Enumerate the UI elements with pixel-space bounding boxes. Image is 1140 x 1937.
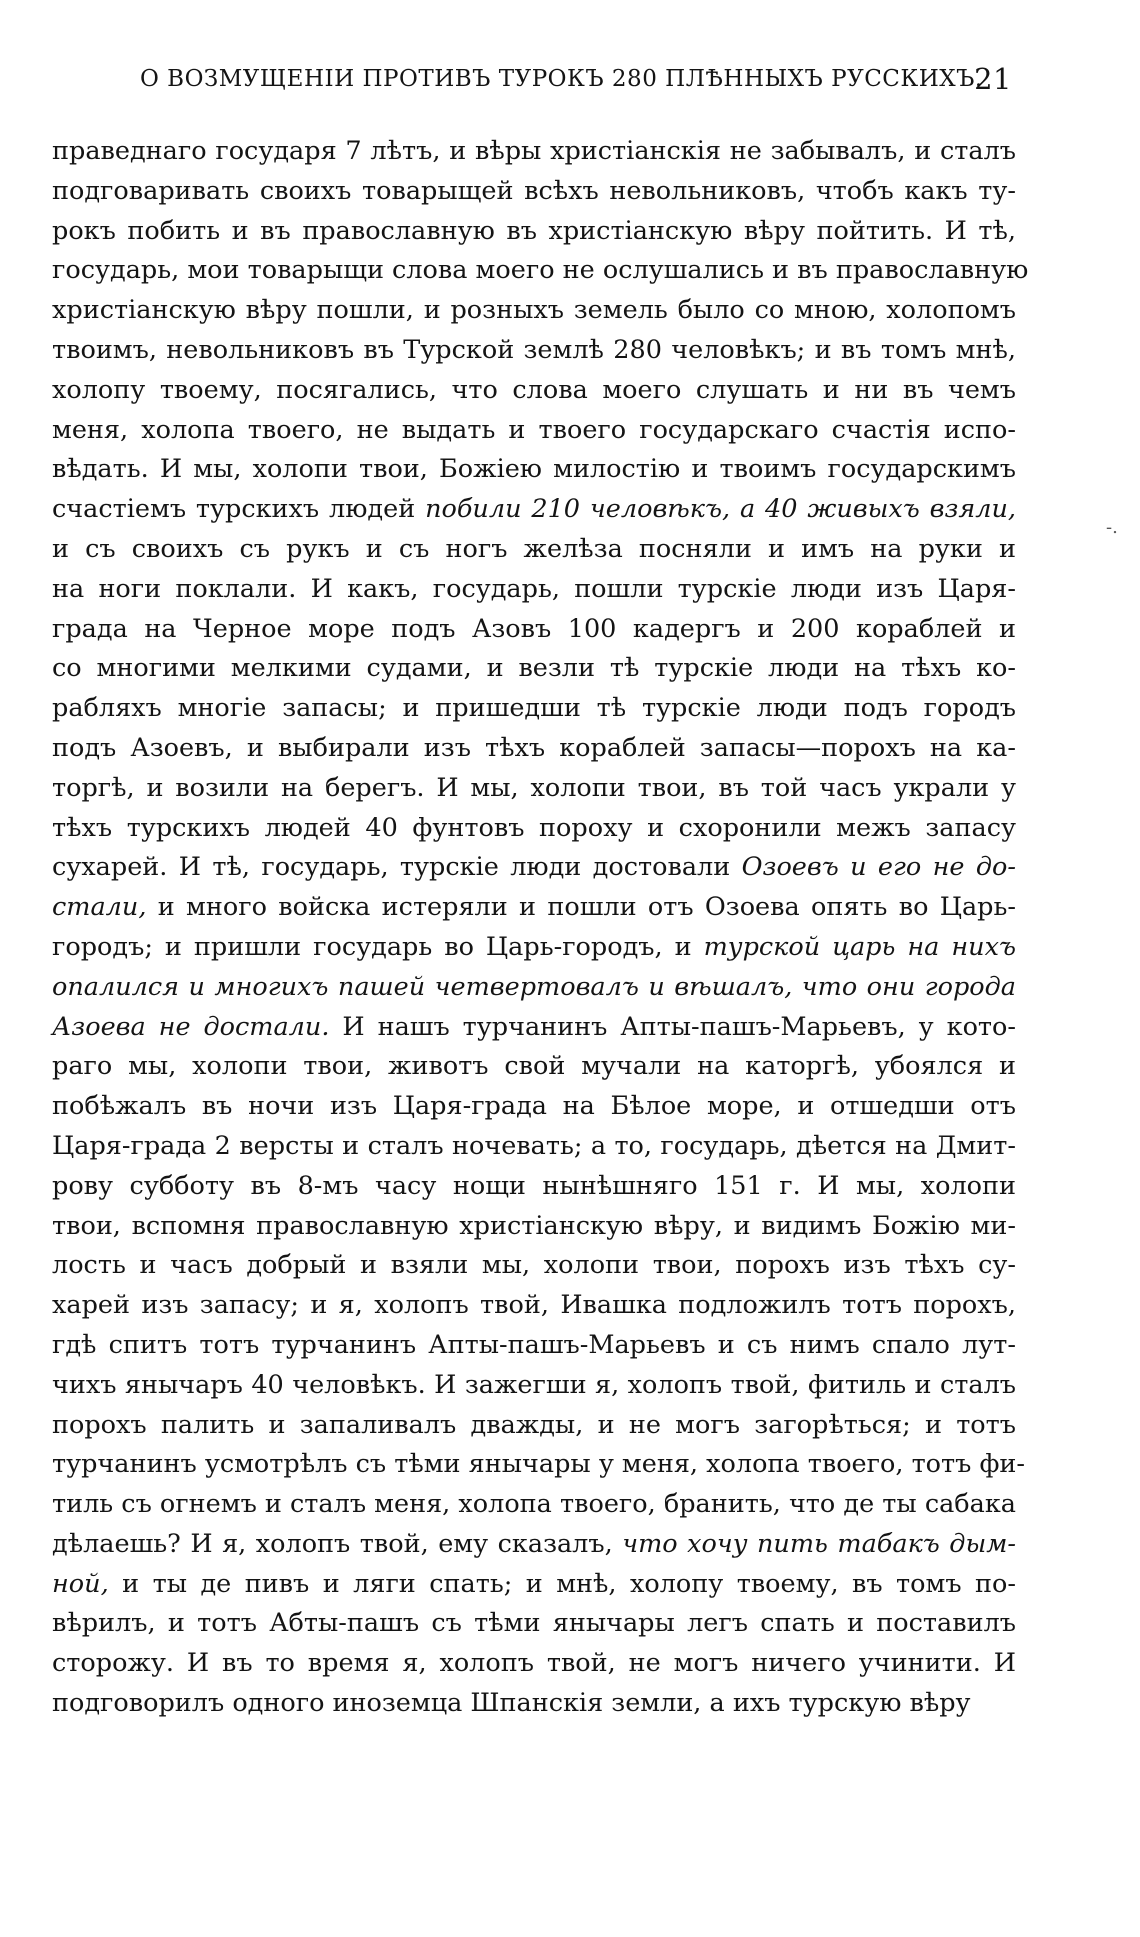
text-run: рокъ побить и въ православную въ христіанскую вѣру пойтить. И тѣ, <box>52 215 1016 246</box>
text-line <box>52 212 1016 252</box>
text-line <box>52 729 1016 769</box>
text-run: со многими мелкими судами, и везли тѣ турскіе люди на тѣхъ ко- <box>52 653 1016 684</box>
text-run: праведнаго государя 7 лѣтъ, и вѣры христіанскія не забывалъ, и сталъ <box>52 136 1016 166</box>
italic-run: турской царь на нихъ <box>703 931 1016 962</box>
text-line <box>52 1008 1016 1048</box>
text-run: христіанскую вѣру пошли, и розныхъ земель было со мною, холопомъ <box>52 295 1016 326</box>
text-line <box>52 1087 1016 1127</box>
text-run: порохъ палить и запаливалъ дважды, и не могъ загорѣться; и тотъ <box>52 1409 1016 1440</box>
text-run: сторожу. И въ то время я, холопъ твой, не могъ ничего учинити. И <box>52 1648 1016 1679</box>
text-line <box>52 450 1016 490</box>
italic-run: ной, <box>52 1568 109 1599</box>
text-line <box>52 1127 1016 1167</box>
text-line <box>52 1644 1016 1684</box>
text-line <box>52 371 1016 411</box>
text-run: подговорилъ одного иноземца Шпанскія земли, а ихъ турскую вѣру <box>52 1688 971 1719</box>
text-line <box>52 1684 1016 1724</box>
italic-run: стали, <box>52 892 147 923</box>
text-line <box>52 251 1029 291</box>
italic-run: побили 210 человѣкъ, а 40 живыхъ взяли, <box>425 494 1017 525</box>
text-run: твои, вспомня православную христіанскую вѣру, и видимъ Божію ми- <box>52 1210 1016 1241</box>
text-line <box>52 411 1016 451</box>
text-line <box>52 1525 1016 1565</box>
text-line <box>52 649 1016 689</box>
running-head <box>140 62 1012 96</box>
text-line <box>52 1485 1016 1525</box>
text-line <box>52 689 1016 729</box>
text-line <box>52 172 1016 212</box>
page-number: 21 <box>974 62 1012 96</box>
text-run: тиль съ огнемъ и сталъ меня, холопа твоего, бранить, что де ты сабака <box>52 1489 1016 1520</box>
text-line <box>52 570 1016 610</box>
text-line <box>52 809 1016 849</box>
text-line <box>52 1604 1016 1644</box>
text-line <box>52 928 1016 968</box>
text-run: государь, мои товарыщи слова моего не ослушались и въ православную <box>52 255 1029 286</box>
text-line <box>52 848 1016 888</box>
text-line <box>52 1326 1016 1366</box>
text-run: вѣдать. И мы, холопи твои, Божіею милостію и твоимъ государскимъ <box>52 454 1016 485</box>
text-line <box>52 132 1016 172</box>
text-line <box>52 331 1016 371</box>
text-run: и съ своихъ съ рукъ и съ ногъ желѣза посняли и имъ на руки и <box>52 533 1016 564</box>
text-run: лость и часъ добрый и взяли мы, холопи твои, порохъ изъ тѣхъ су- <box>52 1250 1016 1281</box>
text-run: раго мы, холопи твои, животъ свой мучали на каторгѣ, убоялся и <box>52 1051 1016 1082</box>
text-run: на ноги поклали. И какъ, государь, пошли турскіе люди изъ Царя- <box>52 573 1016 604</box>
text-line <box>52 1286 1016 1326</box>
text-line <box>52 1047 1016 1087</box>
text-run: чихъ янычаръ 40 человѣкъ. И зажегши я, холопъ твой, фитиль и сталъ <box>52 1369 1016 1400</box>
body-text <box>52 132 1029 1724</box>
text-run: и много войска истеряли и пошли отъ Озоева опять во Царь- <box>146 892 1016 923</box>
text-run: и ты де пивъ и ляги спать; и мнѣ, холопу твоему, въ томъ по- <box>108 1568 1016 1599</box>
text-run: тѣхъ турскихъ людей 40 фунтовъ пороху и схоронили межъ запасу <box>52 812 1016 843</box>
text-run: меня, холопа твоего, не выдать и твоего государскаго счастія испо- <box>52 414 1016 445</box>
text-run: града на Черное море подъ Азовъ 100 кадергъ и 200 кораблей и <box>52 613 1016 644</box>
text-run: харей изъ запасу; и я, холопъ твой, Ивашка подложилъ тотъ порохъ, <box>52 1290 1016 1321</box>
text-line <box>52 1207 1016 1247</box>
text-line <box>52 1406 1016 1446</box>
text-run: рабляхъ многіе запасы; и пришедши тѣ турскіе люди подъ городъ <box>52 693 1016 724</box>
text-run: рову субботу въ 8-мъ часу нощи нынѣшняго 151 г. И мы, холопи <box>52 1170 1016 1201</box>
italic-run: Азоева не достали. <box>52 1011 330 1042</box>
text-line <box>52 610 1016 650</box>
text-run: дѣлаешь? И я, холопъ твой, ему сказалъ, <box>52 1528 623 1559</box>
text-line <box>52 769 1016 809</box>
text-run: холопу твоему, посягались, что слова моего слушать и ни въ чемъ <box>52 374 1016 405</box>
text-run: побѣжалъ въ ночи изъ Царя-града на Бѣлое море, и отшедши отъ <box>52 1091 1016 1122</box>
text-line <box>52 1246 1016 1286</box>
text-run: гдѣ спитъ тотъ турчанинъ Апты-пашъ-Марьевъ и съ нимъ спало лут- <box>52 1329 1016 1360</box>
text-line <box>52 291 1016 331</box>
text-run: торгѣ, и возили на берегъ. И мы, холопи твои, въ той часъ украли у <box>52 772 1016 803</box>
running-head-title: О ВОЗМУЩЕНІИ ПРОТИВЪ ТУРОКЪ 280 ПЛѢННЫХЪ РУССКИХЪ. <box>140 66 983 92</box>
italic-run: что хочу пить табакъ дым- <box>622 1528 1016 1559</box>
text-run: И нашъ турчанинъ Апты-пашъ-Марьевъ, у кото- <box>329 1011 1016 1042</box>
text-line <box>52 968 1016 1008</box>
text-line <box>52 1167 1016 1207</box>
text-run: турчанинъ усмотрѣлъ съ тѣми янычары у меня, холопа твоего, тотъ фи- <box>52 1449 1026 1480</box>
text-run: Царя-града 2 версты и сталъ ночевать; а то, государь, дѣется на Дмит- <box>52 1130 1016 1161</box>
text-line <box>52 490 1016 530</box>
italic-run: Озоевъ и его не до- <box>741 852 1016 883</box>
text-run: твоимъ, невольниковъ въ Турской землѣ 280 человѣкъ; и въ томъ мнѣ, <box>52 334 1016 365</box>
text-line <box>52 1445 1026 1485</box>
text-run: подговаривать своихъ товарыщей всѣхъ невольниковъ, чтобъ какъ ту- <box>52 175 1016 206</box>
text-run: сухарей. И тѣ, государь, турскіе люди достовали <box>52 852 742 883</box>
text-line <box>52 1366 1016 1406</box>
text-line <box>52 888 1016 928</box>
text-run: подъ Азоевъ, и выбирали изъ тѣхъ кораблей запасы—порохъ на ка- <box>52 732 1016 763</box>
text-run: счастіемъ турскихъ людей <box>52 494 426 525</box>
text-line <box>52 530 1016 570</box>
italic-run: опалился и многихъ пашей четвертовалъ и вѣшалъ, что они города <box>52 971 1016 1002</box>
margin-mark: -. <box>1106 517 1118 538</box>
text-run: городъ; и пришли государь во Царь-городъ, и <box>52 931 704 962</box>
text-line <box>52 1565 1016 1605</box>
text-run: вѣрилъ, и тотъ Абты-пашъ съ тѣми янычары легъ спать и поставилъ <box>52 1608 1016 1639</box>
